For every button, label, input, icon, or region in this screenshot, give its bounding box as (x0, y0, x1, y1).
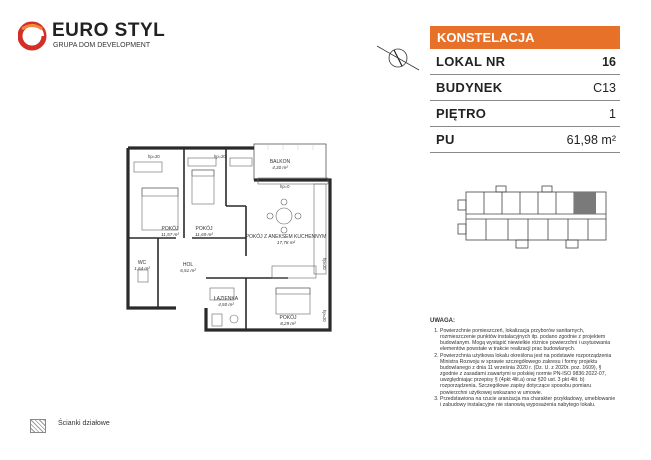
note-item: 2. Powierzchnia użytkowa lokalu określona jest na podstawie rozporządzenia Ministra Rozwoju w sprawie szczegółowego zakresu i formy projektu budowlanego z dnia 11 września 2020 r. (Dz. U. z 2020r. poz. 1609), § zgodnie z zasadami zawartymi w polskiej normie PN-ISO 9836:2022-07, uwzględniając przepisy § (4pkt 4lit.a) oraz §20 ust. 3 pkt 4lit. b) rozporządzenia. Szczegółowe zapisy dotyczące sposobu pomiaru powierzchni użytkowej wskazano w umowie. (440, 353, 616, 396)
room-label-balcony: BALKON (269, 159, 291, 165)
legend (30, 417, 150, 433)
info-label: LOKAL NR (436, 54, 506, 69)
key-plan-drawing (456, 184, 616, 252)
info-row-floor (430, 101, 620, 127)
note-item: 1. Powierzchnie pomieszczeń, lokalizacja przyborów sanitarnych, rozmieszczenie punktów instalacyjnych itp. podano zgodnie z projektem budowlanym. Mogą wystąpić niewielkie różnice powierzchni i usytuowania elementów powstałe w trakcie realizacji prac budowlanych. (440, 328, 616, 352)
room-label-bathroom: ŁAZIENKA (213, 296, 239, 302)
room-label-wc: WC (137, 260, 147, 266)
legend-label: Ścianki działowe (58, 420, 110, 427)
room-area-balcony: 4,30 m² (272, 165, 288, 170)
company-logo (18, 18, 168, 58)
project-name: KONSTELACJA (430, 26, 620, 49)
notes-heading: UWAGA: (430, 318, 455, 324)
room-label-bedroom-3: POKÓJ (279, 315, 297, 321)
room-area-bedroom-3: 8,29 m² (280, 321, 296, 326)
room-area-bathroom: 4,50 m² (218, 302, 234, 307)
sill-height-label: hp=20 (148, 154, 160, 159)
building-key-plan (456, 184, 616, 252)
info-row-unit (430, 49, 620, 75)
info-row-building (430, 75, 620, 101)
room-area-hall: 6,51 m² (180, 268, 196, 273)
info-label: BUDYNEK (436, 80, 503, 95)
info-label: PIĘTRO (436, 106, 487, 121)
brand-name: EURO STYL (52, 20, 166, 41)
info-label: PU (436, 132, 455, 147)
room-area-bedroom-2: 11,69 m² (195, 232, 213, 237)
apartment-info-panel (430, 26, 620, 153)
room-label-bedroom-1: POKÓJ (161, 226, 179, 232)
info-value: 61,98 m² (566, 132, 616, 147)
north-arrow (372, 40, 422, 76)
room-area-wc: 1,64 m² (134, 266, 150, 271)
sill-height-label: hp=20 (214, 154, 226, 159)
note-item: 3. Przedstawiona na rzucie aranżacja ma charakter przykładowy, umeblowanie i zabudowy instalacyjne nie stanowią wyposażenia nabytego lokalu. (440, 396, 616, 408)
eurostyl-logo-icon (18, 20, 48, 52)
floor-plan-drawing (118, 138, 350, 343)
info-value: 16 (602, 54, 616, 69)
room-label-hall: HOL (182, 262, 194, 268)
sill-height-label: hp=20 (322, 258, 327, 270)
sill-height-label: hp=0 (280, 184, 290, 189)
info-row-area (430, 127, 620, 153)
room-area-bedroom-1: 11,57 m² (161, 232, 179, 237)
room-label-living-room: POKÓJ Z ANEKSEM KUCHENNYM (245, 234, 327, 240)
info-value: 1 (609, 106, 616, 121)
brand-tagline: GRUPA DOM DEVELOPMENT (53, 42, 151, 49)
room-label-bedroom-2: POKÓJ (195, 226, 213, 232)
floor-plan (118, 138, 350, 343)
sill-height-label: hp=20 (322, 310, 327, 322)
highlighted-unit (574, 192, 596, 214)
notes-section (430, 318, 616, 409)
north-arrow-icon (372, 40, 422, 76)
room-area-living-room: 17,78 m² (276, 240, 296, 245)
partition-wall-swatch (30, 419, 46, 433)
info-value: C13 (593, 80, 616, 95)
